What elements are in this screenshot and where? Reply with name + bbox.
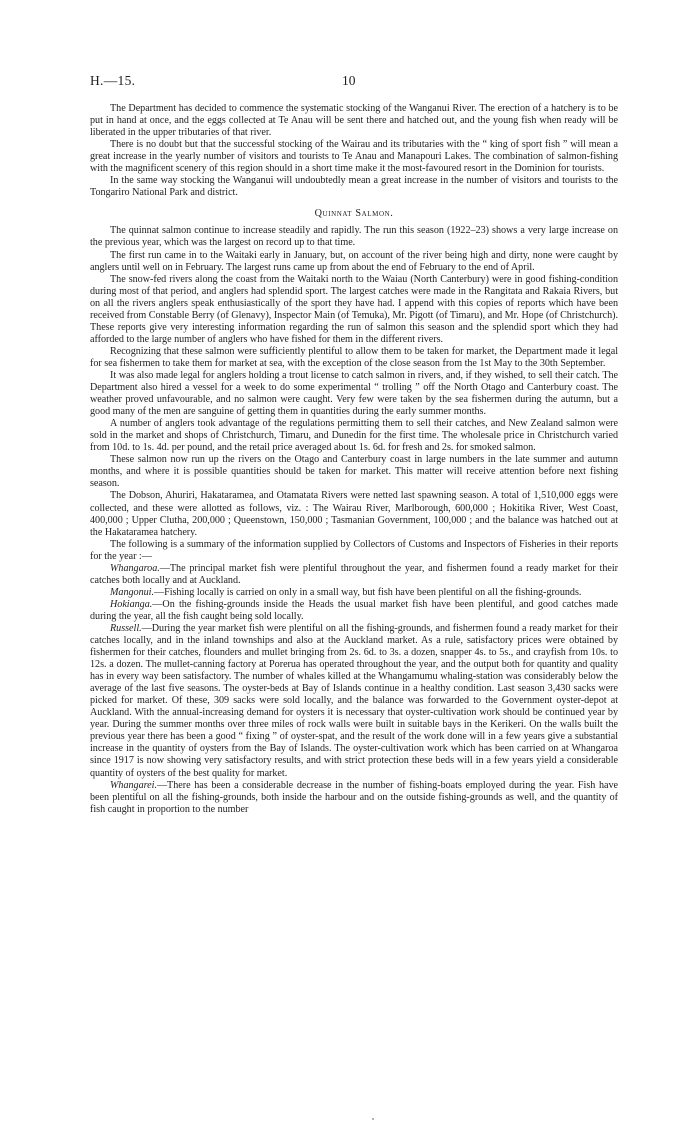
- body-text: [90, 103, 618, 816]
- page-header: [90, 73, 620, 93]
- paragraph: The Dobson, Ahuriri, Hakataramea, and Otamatata Rivers were netted last spawning season. A total of 1,510,000 eggs were collected, and these were allotted as follows, viz. : The Wairau River, Marlborough, 600,000 ; Hokitika River, West Coast, 400,000 ; Upper Clutha, 200,000 ; Queenstown, 150,000 ; Tasmanian Government, 100,000 ; and the balance was hatched out at the Hakataramea hatchery.: [90, 490, 618, 538]
- district-text: —There has been a considerable decrease in the number of fishing-boats employed during the year. Fish have been plentiful on all the fishing-grounds, both inside the harbour and on the outside fishing-grounds as well, and the quantity of fish caught in proportion to the number: [90, 779, 618, 815]
- district-text: —On the fishing-grounds inside the Heads the usual market fish have been plentiful, and good catches made during the year, all the fish caught being sold locally.: [90, 598, 618, 622]
- district-name: Russell.: [110, 622, 142, 634]
- district-paragraph: [90, 587, 618, 599]
- paragraph: It was also made legal for anglers holding a trout license to catch salmon in rivers, and, if they wished, to sell their catch. The Department also hired a vessel for a week to do some experimental “ trolling ” off the North Otago and Canterbury coast. The weather proved unfavourable, and no salmon were caught. Very few were taken by the sea fishermen during the autumn, but a good many of the men are sanguine of getting them in quantities during the early summer months.: [90, 369, 618, 418]
- scan-speck: [372, 1118, 374, 1120]
- district-paragraph: [90, 623, 618, 780]
- district-name: Whangarei.: [110, 779, 157, 791]
- section-heading: Quinnat Salmon.: [314, 208, 394, 220]
- district-text: —Fishing locally is carried on only in a small way, but fish have been plentiful on all the fishing-grounds.: [153, 586, 582, 598]
- paragraph: There is no doubt but that the successful stocking of the Wairau and its tributaries with the “ king of sport fish ” will mean a great increase in the yearly number of visitors and tourists to Te Anau and Manapouri Lakes. The combination of salmon-fishing with the magnificent scenery of this region should in a short time make it the most-favoured resort in the Dominion for tourists.: [90, 139, 618, 175]
- paragraph: The quinnat salmon continue to increase steadily and rapidly. The run this season (1922–23) shows a very large increase on the previous year, which was the largest on record up to that time.: [90, 225, 618, 249]
- district-paragraph: [90, 780, 618, 816]
- district-text: —The principal market fish were plentiful throughout the year, and fishermen found a ready market for their catches both locally and at Auckland.: [90, 562, 618, 586]
- paragraph: In the same way stocking the Wanganui will undoubtedly mean a great increase in the number of visitors and tourists to the Tongariro National Park and district.: [90, 175, 618, 199]
- district-text: —During the year market fish were plentiful on all the fishing-grounds, and fishermen found a ready market for their catches locally, and in the inland townships and also at the Auckland market. As a rule, satisfactory prices were obtained by fishermen for their catches, flounders and mullet bringing from 2s. 6d. to 3s. a dozen, snapper 4s. to 5s., and crayfish from 10s. to 12s. a dozen. The mullet-canning factory at Porerua has operated throughout the year, and the output both for quantity and quality has in every way been satisfactory. The number of whales killed at the Whangamumu whaling-station was considerably below the average of the last five seasons. The oyster-beds at Bay of Islands continue in a healthy condition. Last season 3,430 sacks were picked for market. Of these, 309 sacks were sold locally, and the balance was forwarded to the Government oyster-depot at Auckland. With the annual-increasing demand for oysters it is necessary that oyster-cultivation work should be continued year by year. During the summer months over three miles of rock walls were built in suitable bays in the Kerikeri. On the walls built the previous year there has been a good “ fixing ” of oyster-spat, and the result of the work done will in a few years give a substantial increase in the quantity of oysters from the Bay of Islands. The oyster-cultivation work which has been carried on at Whangaroa since 1917 is now showing very satisfactory results, and with strict protection these beds will in a few years yield a considerable quantity of oysters of the best quality for market.: [90, 622, 618, 779]
- district-name: Mangonui.: [110, 586, 154, 598]
- district-paragraph: [90, 563, 618, 587]
- paragraph: Recognizing that these salmon were sufficiently plentiful to allow them to be taken for market, the Department made it legal for sea fishermen to take them for market at sea, with the exception of the close season from the 1st May to the 30th September.: [90, 345, 618, 369]
- paragraph: A number of anglers took advantage of the regulations permitting them to sell their catches, and New Zealand salmon were sold in the market and shops of Christchurch, Timaru, and Dunedin for the first time. The wholesale price in Christchurch varied from 10d. to 1s. 4d. per pound, and the retail price averaged about 1s. 6d. for fresh and 2s. for smoked salmon.: [90, 418, 618, 454]
- page-number: 10: [342, 73, 356, 88]
- district-name: Whangaroa.: [110, 562, 160, 574]
- paragraph: These salmon now run up the rivers on the Otago and Canterbury coast in large numbers in the late summer and autumn months, and where it is possible quantities should be taken for market. This matter will receive attention before next fishing season.: [90, 454, 618, 490]
- paragraph: The Department has decided to commence the systematic stocking of the Wanganui River. The erection of a hatchery is to be put in hand at once, and the eggs collected at Te Anau will be sent there and hatched out, and the young fish when ready will be liberated in the upper tributaries of that river.: [90, 103, 618, 139]
- district-paragraph: [90, 599, 618, 623]
- paragraph: The first run came in to the Waitaki early in January, but, on account of the river being high and dirty, none were caught by anglers until well on in February. The largest runs came up from about the end of February to the end of April.: [90, 249, 618, 273]
- district-name: Hokianga.: [110, 598, 153, 610]
- document-reference: H.—15.: [90, 73, 136, 88]
- paragraph: The snow-fed rivers along the coast from the Waitaki north to the Waiau (North Canterbury) were in good fishing-condition during most of that period, and anglers had splendid sport. The largest catches were made in the Rangitata and Rakaia Rivers, but on all the rivers anglers speak enthusiastically of the sport they have had. I append with this copies of reports which have been received from Constable Berry (of Glenavy), Inspector Main (of Temuka), Mr. Pigott (of Timaru), and Mr. Hope (of Christchurch). These reports give very interesting information regarding the run of salmon this season and the splendid sport which they had afforded to the large number of anglers who have fished for them in the different rivers.: [90, 273, 619, 345]
- paragraph: The following is a summary of the information supplied by Collectors of Customs and Inspectors of Fisheries in their reports for the year :—: [90, 538, 618, 562]
